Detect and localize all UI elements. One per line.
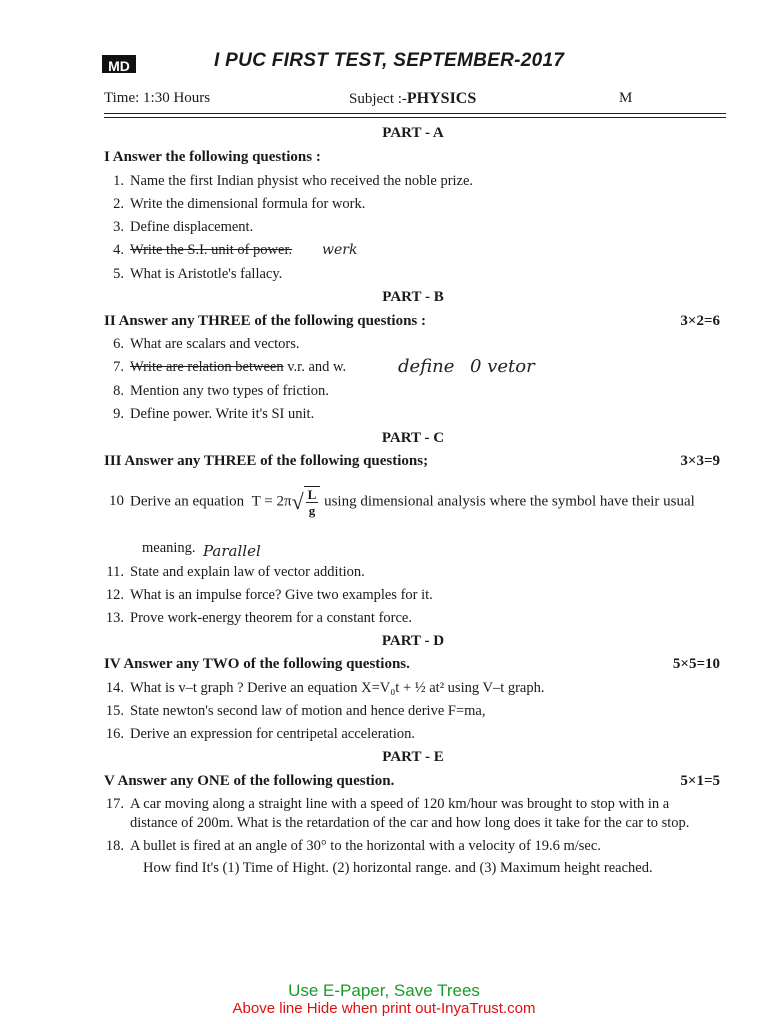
question-10-continued: meaning.	[142, 540, 196, 556]
question-2: 2. Write the dimensional formula for work.	[113, 196, 366, 212]
section-2-title: II Answer any THREE of the following questions :	[104, 313, 427, 329]
logo-badge: MD	[102, 55, 136, 73]
question-15: 15. State newton's second law of motion and hence derive F=ma,	[105, 703, 486, 719]
section-3-title: III Answer any THREE of the following questions;	[104, 453, 429, 469]
question-17-continued: distance of 200m. What is the retardation of the car and how long does it take for the car to stop.	[130, 815, 690, 831]
section-4-title: IV Answer any TWO of the following questions.	[104, 656, 410, 672]
handwritten-note-1: werk	[322, 242, 358, 258]
part-c-heading: PART - C	[381, 430, 445, 446]
section-3-marks: 3×3=9	[680, 453, 720, 469]
section-5-marks: 5×1=5	[680, 773, 720, 789]
subject-info	[349, 90, 476, 108]
question-11: 11. State and explain law of vector addition.	[106, 564, 365, 580]
question-10: 10 Derive an equation T = 2π√ $\frac{L}{g}$ using dimensional analysis where the symbol have their usual	[109, 487, 695, 518]
part-b-heading: PART - B	[382, 289, 444, 305]
question-13: 13. Prove work-energy theorem for a constant force.	[105, 610, 412, 626]
question-8: 8. Mention any two types of friction.	[113, 383, 329, 399]
handwritten-note-2: define	[398, 356, 455, 377]
question-7: 7. Write are relation between v.r. and w.	[113, 359, 347, 375]
max-marks-fragment: M	[619, 90, 633, 106]
handwritten-note-4: Parallel	[203, 542, 261, 560]
subject-value: PHYSICS	[406, 90, 477, 107]
question-1: 1. Name the first Indian physist who received the noble prize.	[113, 173, 474, 189]
footer-green-line: Use E-Paper, Save Trees	[288, 981, 480, 1000]
part-e-heading: PART - E	[382, 749, 444, 765]
question-4: 4. Write the S.I. unit of power.	[113, 242, 293, 258]
exam-title: I PUC FIRST TEST, SEPTEMBER-2017	[214, 50, 565, 71]
footer-red-line: Above line Hide when print out-InyaTrust.com	[232, 1000, 536, 1017]
section-2-marks: 3×2=6	[680, 313, 720, 329]
handwritten-note-3: 0 vetor	[470, 356, 535, 377]
part-a-heading: PART - A	[382, 125, 444, 141]
question-9: 9. Define power. Write it's SI unit.	[113, 406, 315, 422]
question-3: 3. Define displacement.	[113, 219, 254, 235]
time-info: Time: 1:30 Hours	[104, 90, 211, 106]
subject-label: Subject :-	[349, 91, 407, 107]
question-6: 6. What are scalars and vectors.	[113, 336, 300, 352]
section-4-marks: 5×5=10	[672, 656, 720, 672]
header-rule-bottom	[104, 117, 726, 118]
question-16: 16. Derive an expression for centripetal acceleration.	[105, 726, 416, 742]
question-18: 18. A bullet is fired at an angle of 30° to the horizontal with a velocity of 19.6 m/sec.	[105, 838, 601, 854]
section-1-title: I Answer the following questions :	[104, 149, 321, 165]
question-5: 5. What is Aristotle's fallacy.	[113, 266, 283, 282]
question-17: 17. A car moving along a straight line with a speed of 120 km/hour was brought to stop with in a	[105, 796, 670, 812]
question-12: 12. What is an impulse force? Give two examples for it.	[105, 587, 433, 603]
header-rule-top	[104, 113, 726, 114]
section-5-title: V Answer any ONE of the following question.	[104, 773, 395, 789]
question-18-continued: How find It's (1) Time of Hight. (2) horizontal range. and (3) Maximum height reached.	[143, 860, 653, 876]
question-14: 14. What is v–t graph ? Derive an equation X=V₀t + ½ at² using V–t graph.	[105, 680, 545, 696]
part-d-heading: PART - D	[381, 633, 445, 649]
